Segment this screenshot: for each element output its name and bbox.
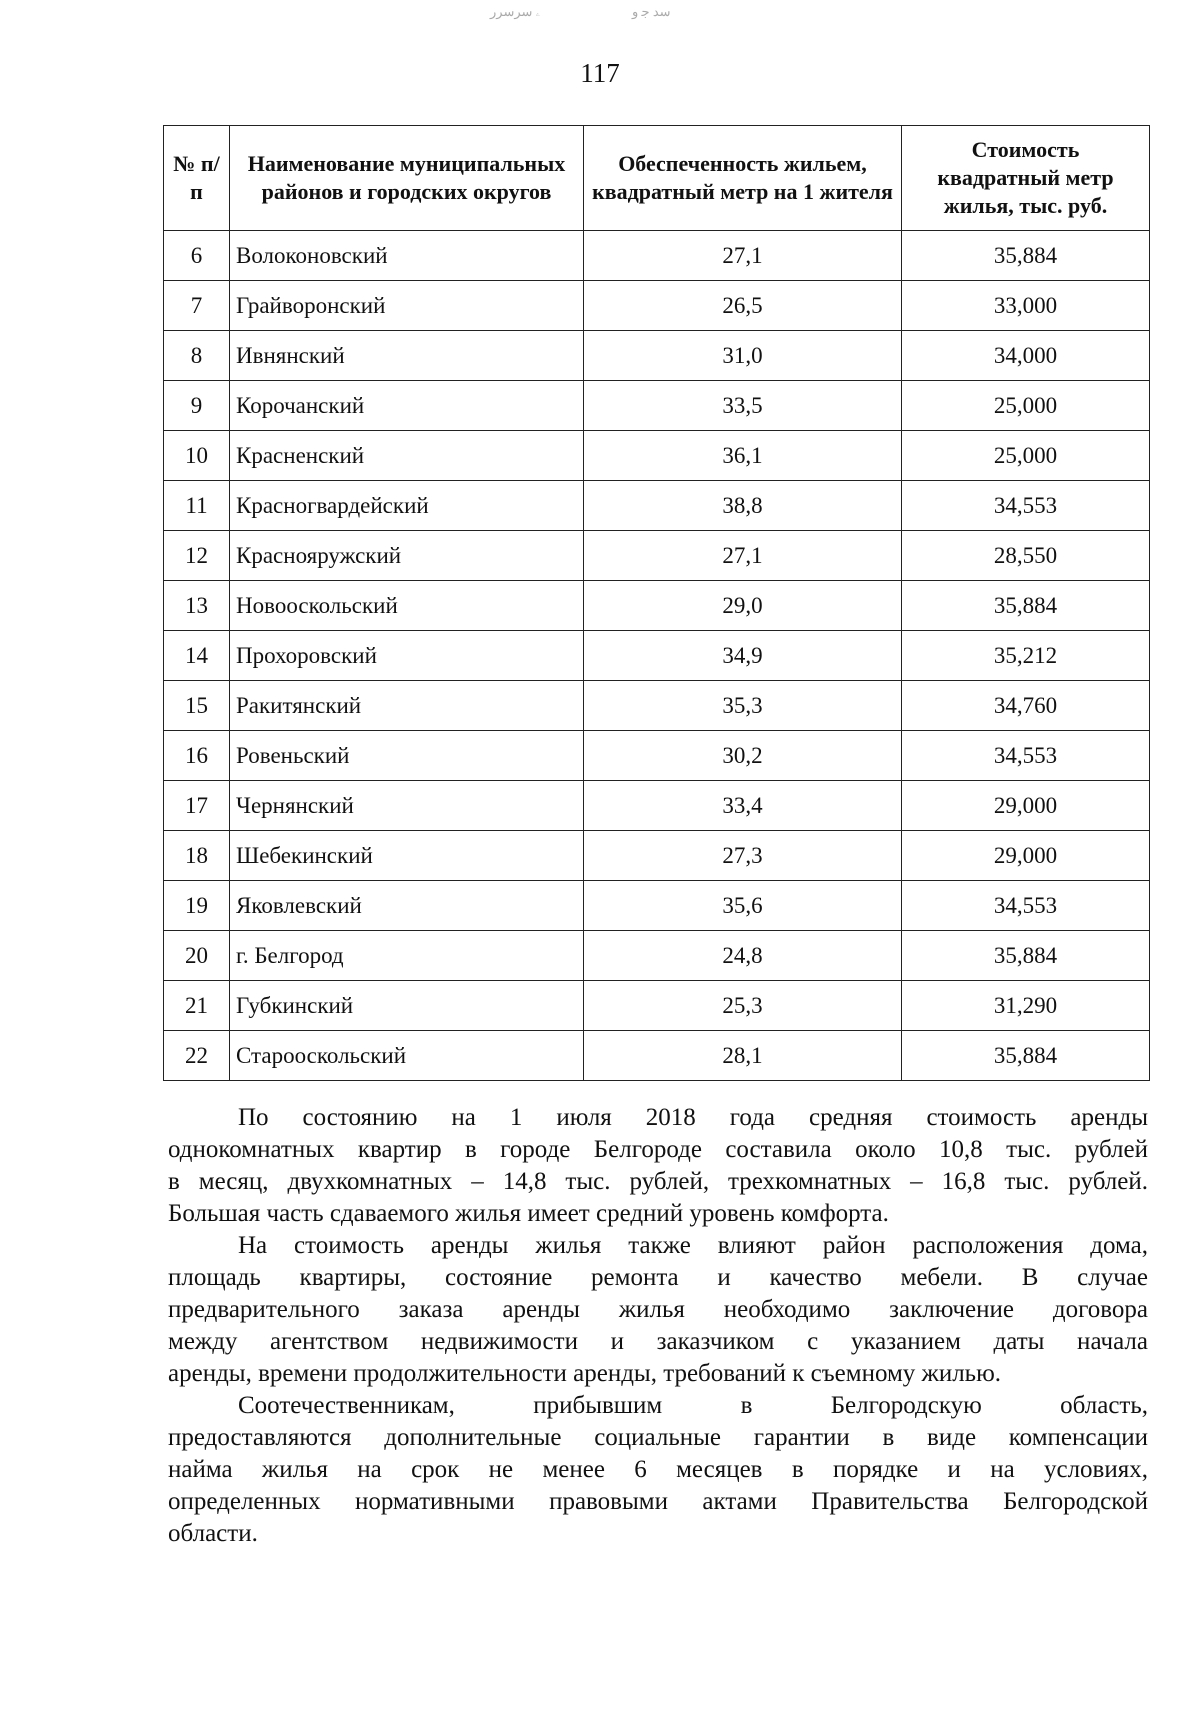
paragraph-line: найма жилья на срок не менее 6 месяцев в порядке и на условиях, [168, 1456, 1148, 1483]
paragraph-line: области. [168, 1520, 258, 1547]
paragraph-line: Соотечественникам, прибывшим в Белгородскую область, [238, 1392, 1148, 1419]
table-row [164, 881, 1150, 931]
table-row [164, 481, 1150, 531]
cost-value: 25,000 [902, 431, 1150, 481]
cost-value: 28,550 [902, 531, 1150, 581]
cost-value: 34,553 [902, 481, 1150, 531]
paragraph-line: предоставляются дополнительные социальные гарантии в виде компенсации [168, 1424, 1148, 1451]
table-row [164, 781, 1150, 831]
cost-value: 31,290 [902, 981, 1150, 1031]
row-number: 19 [164, 881, 230, 931]
table-row [164, 681, 1150, 731]
row-number: 15 [164, 681, 230, 731]
table-row [164, 531, 1150, 581]
table-row [164, 981, 1150, 1031]
paragraph-line: предварительного заказа аренды жилья необходимо заключение договора [168, 1296, 1148, 1323]
table-row [164, 281, 1150, 331]
housing-value: 28,1 [584, 1031, 902, 1081]
district-name: Шебекинский [230, 831, 584, 881]
housing-value: 31,0 [584, 331, 902, 381]
cost-value: 29,000 [902, 781, 1150, 831]
housing-value: 36,1 [584, 431, 902, 481]
housing-value: 24,8 [584, 931, 902, 981]
housing-value: 34,9 [584, 631, 902, 681]
cost-value: 34,000 [902, 331, 1150, 381]
housing-value: 35,3 [584, 681, 902, 731]
cost-value: 34,553 [902, 881, 1150, 931]
row-number: 11 [164, 481, 230, 531]
housing-value: 33,4 [584, 781, 902, 831]
housing-value: 29,0 [584, 581, 902, 631]
district-name: Чернянский [230, 781, 584, 831]
cost-value: 35,884 [902, 1031, 1150, 1081]
row-number: 17 [164, 781, 230, 831]
housing-value: 30,2 [584, 731, 902, 781]
table-row [164, 931, 1150, 981]
housing-value: 27,3 [584, 831, 902, 881]
cost-value: 29,000 [902, 831, 1150, 881]
district-name: г. Белгород [230, 931, 584, 981]
district-name: Ивнянский [230, 331, 584, 381]
cost-value: 35,884 [902, 231, 1150, 281]
row-number: 20 [164, 931, 230, 981]
row-number: 22 [164, 1031, 230, 1081]
paragraph-line: определенных нормативными правовыми актами Правительства Белгородской [168, 1488, 1148, 1515]
page-number: 117 [580, 58, 620, 88]
housing-value: 33,5 [584, 381, 902, 431]
table-row [164, 631, 1150, 681]
paragraph-line: По состоянию на 1 июля 2018 года средняя стоимость аренды [238, 1104, 1148, 1131]
paragraph-line: аренды, времени продолжительности аренды, требований к съемному жилью. [168, 1360, 1001, 1387]
scan-artifact-mark: ﺳﺪ ﺟ ﻭ [632, 4, 671, 19]
cost-value: 34,553 [902, 731, 1150, 781]
row-number: 16 [164, 731, 230, 781]
header-housing: Обеспеченность жильем, квадратный метр на 1 жителя [584, 126, 902, 231]
row-number: 12 [164, 531, 230, 581]
district-name: Красненский [230, 431, 584, 481]
header-num: № п/п [164, 126, 230, 231]
cost-value: 35,884 [902, 931, 1150, 981]
row-number: 18 [164, 831, 230, 881]
paragraph-line: На стоимость аренды жилья также влияют район расположения дома, [238, 1232, 1148, 1259]
cost-value: 25,000 [902, 381, 1150, 431]
table-row [164, 381, 1150, 431]
body-text [168, 1102, 1148, 1550]
district-name: Губкинский [230, 981, 584, 1031]
paragraph-line: площадь квартиры, состояние ремонта и качество мебели. В случае [168, 1264, 1148, 1291]
table-row [164, 831, 1150, 881]
housing-value: 35,6 [584, 881, 902, 931]
district-name: Красногвардейский [230, 481, 584, 531]
row-number: 8 [164, 331, 230, 381]
cost-value: 35,212 [902, 631, 1150, 681]
row-number: 13 [164, 581, 230, 631]
header-cost: Стоимость квадратный метр жилья, тыс. руб. [902, 126, 1150, 231]
table-row [164, 581, 1150, 631]
district-name: Грайворонский [230, 281, 584, 331]
table-row [164, 231, 1150, 281]
district-name: Волоконовский [230, 231, 584, 281]
row-number: 10 [164, 431, 230, 481]
header-name: Наименование муниципальных районов и городских округов [230, 126, 584, 231]
district-name: Краснояружский [230, 531, 584, 581]
cost-value: 34,760 [902, 681, 1150, 731]
row-number: 14 [164, 631, 230, 681]
district-name: Ровеньский [230, 731, 584, 781]
housing-value: 26,5 [584, 281, 902, 331]
table-row [164, 731, 1150, 781]
district-name: Новооскольский [230, 581, 584, 631]
housing-table [163, 125, 1150, 1081]
district-name: Старооскольский [230, 1031, 584, 1081]
table-row [164, 431, 1150, 481]
district-name: Прохоровский [230, 631, 584, 681]
table-row [164, 331, 1150, 381]
table-row [164, 1031, 1150, 1081]
cost-value: 35,884 [902, 581, 1150, 631]
paragraph-line: между агентством недвижимости и заказчиком с указанием даты начала [168, 1328, 1148, 1355]
paragraph-line: Большая часть сдаваемого жилья имеет средний уровень комфорта. [168, 1200, 889, 1227]
cost-value: 33,000 [902, 281, 1150, 331]
housing-value: 27,1 [584, 531, 902, 581]
housing-value: 27,1 [584, 231, 902, 281]
row-number: 7 [164, 281, 230, 331]
district-name: Яковлевский [230, 881, 584, 931]
row-number: 21 [164, 981, 230, 1031]
district-name: Корочанский [230, 381, 584, 431]
housing-value: 38,8 [584, 481, 902, 531]
district-name: Ракитянский [230, 681, 584, 731]
paragraph-line: в месяц, двухкомнатных – 14,8 тыс. рублей, трехкомнатных – 16,8 тыс. рублей. [168, 1168, 1148, 1195]
paragraph-line: однокомнатных квартир в городе Белгороде составила около 10,8 тыс. рублей [168, 1136, 1148, 1163]
row-number: 6 [164, 231, 230, 281]
housing-value: 25,3 [584, 981, 902, 1031]
table-header-row [164, 126, 1150, 231]
scan-artifact-mark: ۦ ﺳﺮﺳﺮﺭ [490, 4, 541, 19]
row-number: 9 [164, 381, 230, 431]
